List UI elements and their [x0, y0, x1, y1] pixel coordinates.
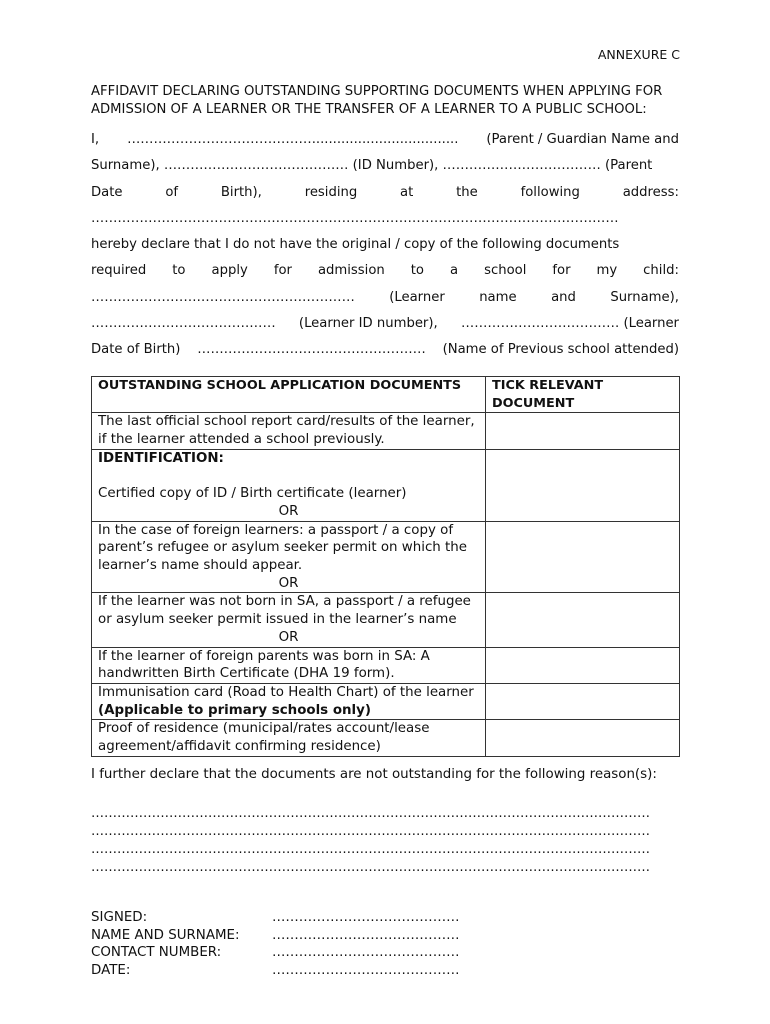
- foreign-learners-cell: In the case of foreign learners: a passport / a copy of parent’s refugee or asylum seeker permit on which the learner’s name should appear. OR: [92, 521, 486, 593]
- reason-line[interactable]: …………………………………………………………………………………………………………………: [91, 806, 650, 821]
- table-row: [92, 413, 680, 449]
- signature-block: [91, 909, 459, 980]
- title-line-1: AFFIDAVIT DECLARING OUTSTANDING SUPPORTING DOCUMENTS WHEN APPLYING FOR: [91, 84, 663, 99]
- signed-blank[interactable]: ……………………………………: [272, 910, 460, 925]
- proof-of-residence-cell: Proof of residence (municipal/rates account/lease agreement/affidavit confirming residence): [92, 720, 486, 756]
- tick-cell-report-card[interactable]: [486, 413, 680, 449]
- identification-heading: IDENTIFICATION:: [98, 450, 224, 466]
- table-row: [92, 593, 680, 647]
- contact-number-blank[interactable]: ……………………………………: [272, 945, 460, 961]
- table-row: [92, 720, 680, 756]
- contact-row: [91, 944, 459, 962]
- declaration-line-7: …………………………………………………… (Learner name and Surname),: [91, 285, 679, 311]
- date-blank[interactable]: ……………………………………: [272, 963, 460, 979]
- name-surname-blank[interactable]: ……………………………………: [272, 927, 460, 943]
- immunisation-cell: Immunisation card (Road to Health Chart) of the learner (Applicable to primary schools only): [92, 683, 486, 719]
- parent-name-blank[interactable]: ……………………………………...................................: [127, 132, 459, 147]
- born-in-sa-cell: If the learner of foreign parents was born in SA: A handwritten Birth Certificate (DHA 19 form).: [92, 647, 486, 683]
- previous-school-blank[interactable]: …………………………………………….: [197, 342, 426, 358]
- address-blank-line: [91, 206, 679, 232]
- annexure-label: ANNEXURE C: [597, 47, 680, 62]
- declaration-line-3: Date of Birth), residing at the following address:: [91, 184, 679, 200]
- reasons-lines: [91, 805, 679, 877]
- report-card-cell: The last official school report card/results of the learner, if the learner attended a school previously.: [92, 413, 486, 449]
- contact-number-label: CONTACT NUMBER:: [91, 945, 222, 961]
- table-row: [92, 683, 680, 719]
- further-declaration: I further declare that the documents are not outstanding for the following reason(s):: [91, 767, 657, 782]
- declaration-line-2: Surname), …………………………………… (ID Number), ……………………………… (Parent: [91, 158, 653, 174]
- name-surname-label: NAME AND SURNAME:: [91, 927, 240, 943]
- table-row: [92, 449, 680, 521]
- tick-column-header: TICK RELEVANT DOCUMENT: [486, 377, 680, 413]
- declaration-line-1: I, ……………………………………................................... (Parent / Guardian Name and: [91, 127, 679, 153]
- declaration-line-9: Date of Birth) ……………………………………………. (Name of Previous school attended): [91, 337, 679, 363]
- document-title: [91, 83, 681, 119]
- address-blank[interactable]: …………………………………………………………………………………………………………: [91, 210, 619, 226]
- documents-column-header: OUTSTANDING SCHOOL APPLICATION DOCUMENTS: [92, 377, 486, 413]
- declaration-line-5: hereby declare that I do not have the original / copy of the following documents: [91, 237, 620, 253]
- date-row: [91, 962, 459, 980]
- declaration-line-8: …………………………………… (Learner ID number), ……………………………… (Learner: [91, 311, 679, 337]
- tick-cell-id-certificate[interactable]: [486, 449, 680, 521]
- tick-cell-foreign-learners[interactable]: [486, 521, 680, 593]
- signed-row: [91, 909, 459, 927]
- not-born-in-sa-cell: If the learner was not born in SA, a passport / a refugee or asylum seeker permit issued in the learner’s name OR: [92, 593, 486, 647]
- table-row: [92, 521, 680, 593]
- tick-cell-immunisation[interactable]: [486, 683, 680, 719]
- tick-cell-proof-of-residence[interactable]: [486, 720, 680, 756]
- learner-id-blank[interactable]: ……………………………………: [91, 316, 276, 332]
- table-header-row: [92, 377, 680, 413]
- declaration-paragraph: [91, 127, 679, 364]
- documents-table: [91, 376, 680, 757]
- date-label: DATE:: [91, 963, 131, 979]
- reason-line[interactable]: …………………………………………………………………………………………………………………: [91, 842, 650, 857]
- table-row: [92, 647, 680, 683]
- tick-cell-not-born-in-sa[interactable]: [486, 593, 680, 647]
- title-line-2: ADMISSION OF A LEARNER OR THE TRANSFER OF A LEARNER TO A PUBLIC SCHOOL:: [91, 102, 647, 117]
- name-row: [91, 927, 459, 945]
- declaration-line-6: required to apply for admission to a school for my child:: [91, 263, 679, 279]
- identification-cell: IDENTIFICATION: Certified copy of ID / Birth certificate (learner) OR: [92, 449, 486, 521]
- learner-name-blank[interactable]: ……………………………………………………: [91, 289, 355, 305]
- reason-line[interactable]: …………………………………………………………………………………………………………………: [91, 860, 650, 875]
- reason-line[interactable]: …………………………………………………………………………………………………………………: [91, 824, 650, 839]
- tick-cell-born-in-sa[interactable]: [486, 647, 680, 683]
- signed-label: SIGNED:: [91, 910, 148, 925]
